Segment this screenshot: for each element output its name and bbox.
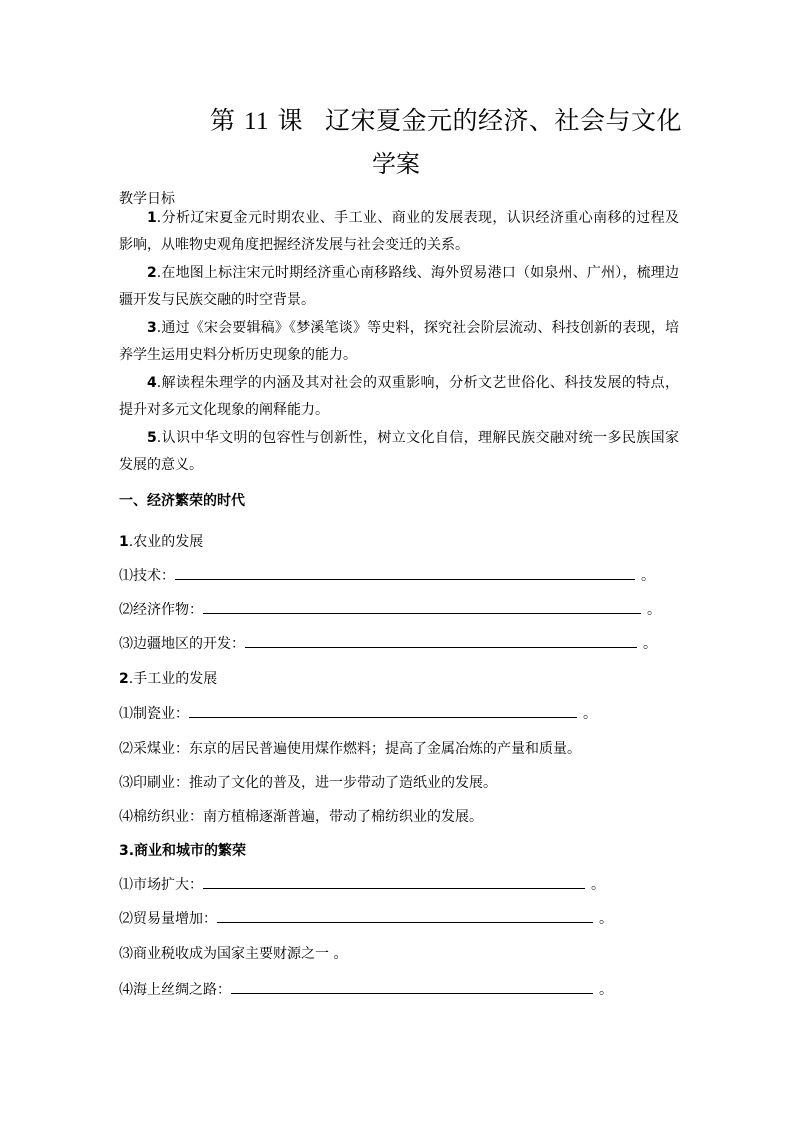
- craft-item-3: ⑶印刷业：推动了文化的普及，进一步带动了造纸业的发展。: [119, 775, 497, 791]
- lesson-title: [210, 101, 682, 137]
- lesson-number: 11: [243, 108, 270, 135]
- craft-item-2: ⑵采煤业：东京的居民普遍使用煤作燃料；提高了金属冶炼的产量和质量。: [119, 741, 581, 757]
- craft-item-1: ⑴制瓷业： 。: [119, 703, 597, 723]
- commerce-item-3: ⑶商业税收成为国家主要财源之一 。: [119, 946, 348, 962]
- agri-heading: 1.农业的发展: [119, 534, 204, 550]
- title-prefix: 第: [210, 106, 236, 135]
- objective-item-3: 3.通过《宋会要辑稿》《梦溪笔谈》等史料，探究社会阶层流动、科技创新的表现，培养学生运用史料分析历史现象的能力。: [119, 320, 679, 363]
- answer-blank[interactable]: [245, 633, 637, 648]
- objective-item-1: 1.分析辽宋夏金元时期农业、手工业、商业的发展表现，认识经济重心南移的过程及影响，从唯物史观角度把握经济发展与社会变迁的关系。: [119, 210, 679, 253]
- objective-item-4: 4.解读程朱理学的内涵及其对社会的双重影响，分析文艺世俗化、科技发展的特点，提升对多元文化现象的阐释能力。: [119, 375, 679, 418]
- section-heading-economy: 一、经济繁荣的时代: [119, 493, 245, 509]
- agri-item-3: ⑶边疆地区的开发： 。: [119, 633, 657, 653]
- commerce-item-4: ⑷海上丝绸之路： 。: [119, 979, 613, 999]
- answer-blank[interactable]: [175, 565, 635, 580]
- title-suffix: 课: [277, 106, 304, 135]
- agri-item-2: ⑵经济作物： 。: [119, 599, 661, 619]
- commerce-item-2: ⑵贸易量增加： 。: [119, 908, 613, 928]
- lesson-subtitle: 学案: [372, 150, 420, 178]
- craft-heading: 2.手工业的发展: [119, 671, 218, 687]
- answer-blank[interactable]: [189, 703, 577, 718]
- agri-item-1: ⑴技术： 。: [119, 565, 655, 585]
- objective-item-5: 5.认识中华文明的包容性与创新性，树立文化自信，理解民族交融对统一多民族国家发展的意义。: [119, 430, 679, 473]
- objective-item-2: 2.在地图上标注宋元时期经济重心南移路线、海外贸易港口（如泉州、广州），梳理边疆开发与民族交融的时空背景。: [119, 265, 679, 308]
- answer-blank[interactable]: [231, 979, 593, 994]
- title-main: 辽宋夏金元的经济、社会与文化: [325, 106, 683, 135]
- answer-blank[interactable]: [203, 599, 641, 614]
- commerce-item-1: ⑴市场扩大： 。: [119, 874, 605, 894]
- commerce-heading: 3.商业和城市的繁荣: [119, 843, 247, 859]
- answer-blank[interactable]: [217, 908, 593, 923]
- objectives-heading: 教学日标: [119, 191, 175, 207]
- craft-item-4: ⑷棉纺织业：南方植棉逐渐普遍，带动了棉纺织业的发展。: [119, 809, 483, 825]
- answer-blank[interactable]: [203, 874, 585, 889]
